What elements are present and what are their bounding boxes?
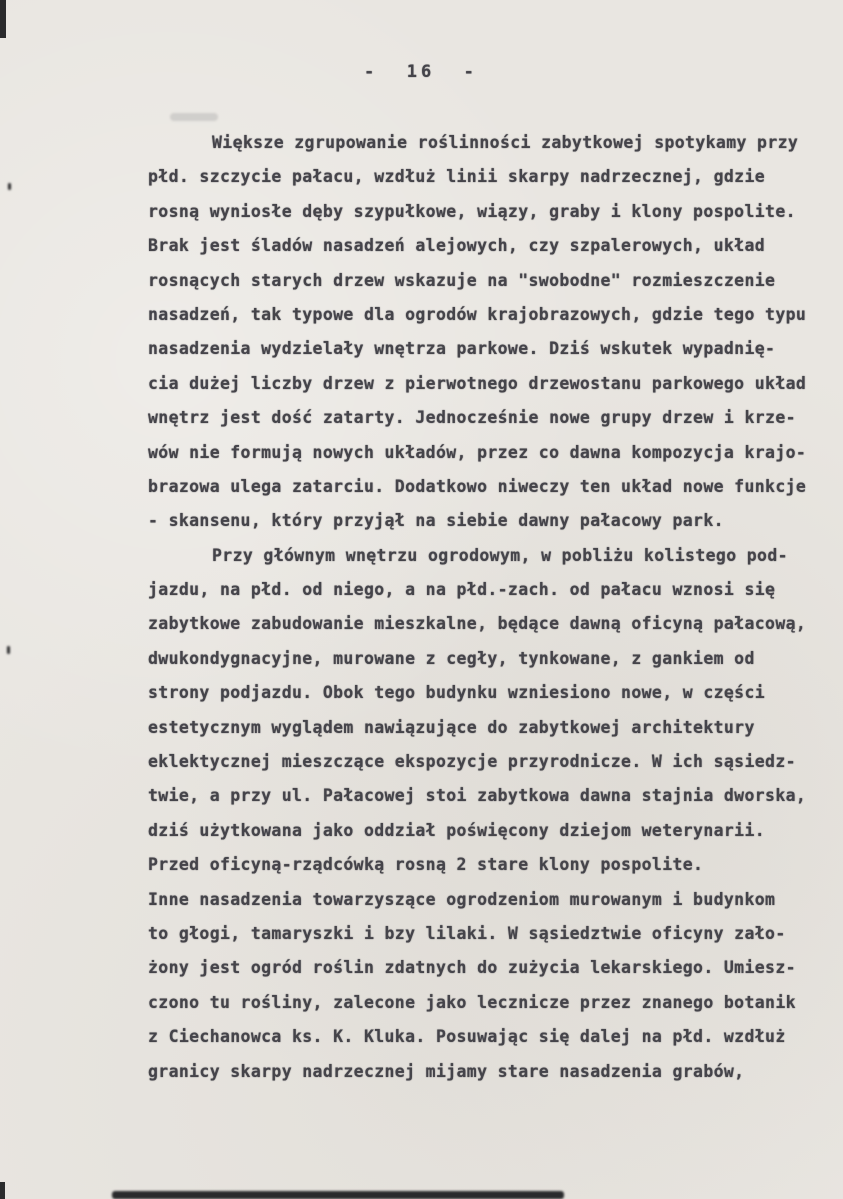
text-line: nasadzeń, tak typowe dla ogrodów krajobrazowych, gdzie tego typu <box>148 304 807 324</box>
text-line: brazowa ulega zatarciu. Dodatkowo niweczy ten układ nowe funkcje <box>148 476 807 496</box>
text-line: twie, a przy ul. Pałacowej stoi zabytkowa dawna stajnia dworska, <box>148 786 807 806</box>
text-line: z Ciechanowca ks. K. Kluka. Posuwając się dalej na płd. wzdłuż <box>148 1027 786 1047</box>
text-line: rosnących starych drzew wskazuje na "swobodne" rozmieszczenie <box>148 270 776 290</box>
text-line: żony jest ogród roślin zdatnych do zużycia lekarskiego. Umiesz- <box>148 958 796 978</box>
scan-edge-artifact <box>0 0 6 38</box>
scan-speck <box>7 646 10 654</box>
text-line: - skansenu, który przyjął na siebie dawny pałacowy park. <box>148 511 724 531</box>
scan-speck <box>8 183 11 190</box>
text-block <box>148 126 840 1089</box>
text-line: Większe zgrupowanie roślinności zabytkowej spotykamy przy <box>212 133 799 152</box>
text-line: płd. szczycie pałacu, wzdłuż linii skarpy nadrzecznej, gdzie <box>148 167 766 187</box>
scan-smudge <box>170 113 218 121</box>
text-line: czono tu rośliny, zalecone jako lecznicze przez znanego botanik <box>148 992 796 1012</box>
text-line: strony podjazdu. Obok tego budynku wzniesiono nowe, w części <box>148 683 766 703</box>
text-line: rosną wyniosłe dęby szypułkowe, wiązy, graby i klony pospolite. <box>148 201 796 221</box>
text-line: wnętrz jest dość zatarty. Jednocześnie nowe grupy drzew i krze- <box>148 408 796 428</box>
text-line: dwukondygnacyjne, murowane z cegły, tynkowane, z gankiem od <box>148 648 755 668</box>
text-line: dziś użytkowana jako oddział poświęcony dziejom weterynarii. <box>148 820 766 840</box>
text-line: granicy skarpy nadrzecznej mijamy stare nasadzenia grabów, <box>148 1061 745 1081</box>
text-line: zabytkowe zabudowanie mieszkalne, będące dawną oficyną pałacową, <box>148 614 807 634</box>
text-line: Inne nasadzenia towarzyszące ogrodzeniom murowanym i budynkom <box>148 889 776 909</box>
text-line: nasadzenia wydzielały wnętrza parkowe. Dziś wskutek wypadnię- <box>148 339 776 359</box>
scan-edge-artifact <box>0 1182 5 1199</box>
text-line: jazdu, na płd. od niego, a na płd.-zach. od pałacu wznosi się <box>148 580 776 600</box>
text-line: to głogi, tamaryszki i bzy lilaki. W sąsiedztwie oficyny zało- <box>148 923 786 943</box>
page-number: - 16 - <box>364 62 478 82</box>
scan-edge-artifact <box>112 1191 564 1199</box>
text-line: Przed oficyną-rządcówką rosną 2 stare klony pospolite. <box>148 855 704 875</box>
text-line: estetycznym wyglądem nawiązujące do zabytkowej architektury <box>148 717 755 737</box>
text-line: cia dużej liczby drzew z pierwotnego drzewostanu parkowego układ <box>148 373 807 393</box>
text-line: Brak jest śladów nasadzeń alejowych, czy szpalerowych, układ <box>148 236 766 256</box>
text-line: wów nie formują nowych układów, przez co dawna kompozycja krajo- <box>148 442 807 462</box>
text-line: Przy głównym wnętrzu ogrodowym, w pobliżu kolistego pod- <box>212 545 788 565</box>
text-line: eklektycznej mieszczące ekspozycje przyrodnicze. W ich sąsiedz- <box>148 752 796 772</box>
